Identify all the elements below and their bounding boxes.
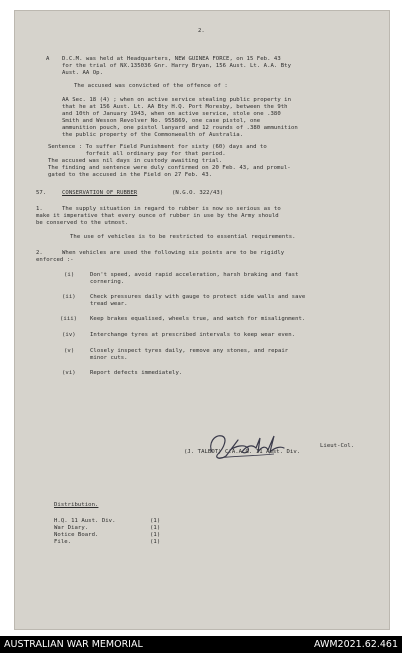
- sentence-line: The finding and sentence were duly confirmed on 20 Feb. 43, and promul-: [48, 165, 291, 171]
- item-1-number: 1.: [36, 206, 43, 212]
- signature-rank: Lieut-Col.: [320, 443, 355, 449]
- distribution-label: H.Q. 11 Aust. Div.: [54, 518, 116, 524]
- item-2-line: When vehicles are used the following six points are to be rigidly: [62, 250, 285, 256]
- distribution-title: Distribution.: [54, 502, 99, 508]
- point-number: (vi): [62, 370, 76, 376]
- section-a-letter: A: [46, 56, 50, 62]
- item-2-number: 2.: [36, 250, 43, 256]
- point-number: (ii): [62, 294, 76, 300]
- point-number: (i): [64, 272, 75, 278]
- section-57-number: 57.: [36, 190, 47, 196]
- footer-bar: [0, 636, 402, 653]
- sentence-line: The accused was nil days in custody awaiting trial.: [48, 158, 223, 164]
- point-number: (iii): [60, 316, 78, 322]
- convicted-line: The accused was convicted of the offence of :: [74, 83, 228, 89]
- point-line: cornering.: [90, 279, 125, 285]
- footer-accession-number: AWM2021.62.461: [313, 639, 398, 650]
- footer-institution: AUSTRALIAN WAR MEMORIAL: [4, 639, 143, 650]
- signature-name: (J. TALBOT) C.A.A.G. 11 Aust. Div.: [184, 449, 301, 455]
- document-page: [14, 10, 390, 630]
- point-number: (v): [64, 348, 75, 354]
- point-line: Keep brakes equalised, wheels true, and watch for misalignment.: [90, 316, 306, 322]
- distribution-label: Notice Board.: [54, 532, 99, 538]
- point-line: tread wear.: [90, 301, 128, 307]
- point-line: Don't speed, avoid rapid acceleration, harsh braking and fast: [90, 272, 299, 278]
- sentence-line: Sentence : To suffer Field Punishment for sixty (60) days and to: [48, 144, 267, 150]
- offence-line: that he at 156 Aust. Lt. AA Bty H.Q. Port Moresby, between the 9th: [62, 104, 288, 110]
- distribution-label: File.: [54, 539, 72, 545]
- point-line: Check pressures daily with gauge to protect side walls and save: [90, 294, 306, 300]
- offence-line: the public property of the Commonwealth of Australia.: [62, 132, 244, 138]
- point-line: minor cuts.: [90, 355, 128, 361]
- item-2-line: enforced :-: [36, 257, 74, 263]
- distribution-count: (1): [150, 532, 161, 538]
- item-1-line: The supply situation in regard to rubber is now so serious as to: [62, 206, 281, 212]
- vehicles-line: The use of vehicles is to be restricted to essential requirements.: [70, 234, 296, 240]
- section-57-reference: (N.G.O. 322/43): [172, 190, 224, 196]
- offence-line: AA Sec. 18 (4) ; when on active service stealing public property in: [62, 97, 291, 103]
- offence-line: and 10th of January 1943, when on active service, stole one .380: [62, 111, 281, 117]
- section-57-title: CONSERVATION OF RUBBER: [62, 190, 138, 196]
- section-a-line: Aust. AA Op.: [62, 70, 104, 76]
- section-a-line: D.C.M. was held at Headquarters, NEW GUINEA FORCE, on 15 Feb. 43: [62, 56, 281, 62]
- distribution-count: (1): [150, 518, 161, 524]
- offence-line: Smith and Wesson Revolver No. 955869, one case pistol, one: [62, 118, 261, 124]
- offence-line: ammunition pouch, one pistol lanyard and 12 rounds of .380 ammunition: [62, 125, 298, 131]
- section-a-line: for the trial of NX.135036 Gnr. Harry Bryan, 156 Aust. Lt. A.A. Bty: [62, 63, 291, 69]
- distribution-count: (1): [150, 525, 161, 531]
- item-1-line: be conserved to the utmost.: [36, 220, 129, 226]
- point-line: Closely inspect tyres daily, remove any stones, and repair: [90, 348, 289, 354]
- point-line: Interchange tyres at prescribed intervals to keep wear even.: [90, 332, 296, 338]
- page-number: 2.: [198, 28, 205, 34]
- point-line: Report defects immediately.: [90, 370, 183, 376]
- distribution-label: War Diary.: [54, 525, 89, 531]
- item-1-line: make it imperative that every ounce of rubber in use by the Army should: [36, 213, 279, 219]
- point-number: (iv): [62, 332, 76, 338]
- distribution-count: (1): [150, 539, 161, 545]
- sentence-line: forfeit all ordinary pay for that period.: [48, 151, 226, 157]
- sentence-line: gated to the accused in the Field on 27 Feb. 43.: [48, 172, 213, 178]
